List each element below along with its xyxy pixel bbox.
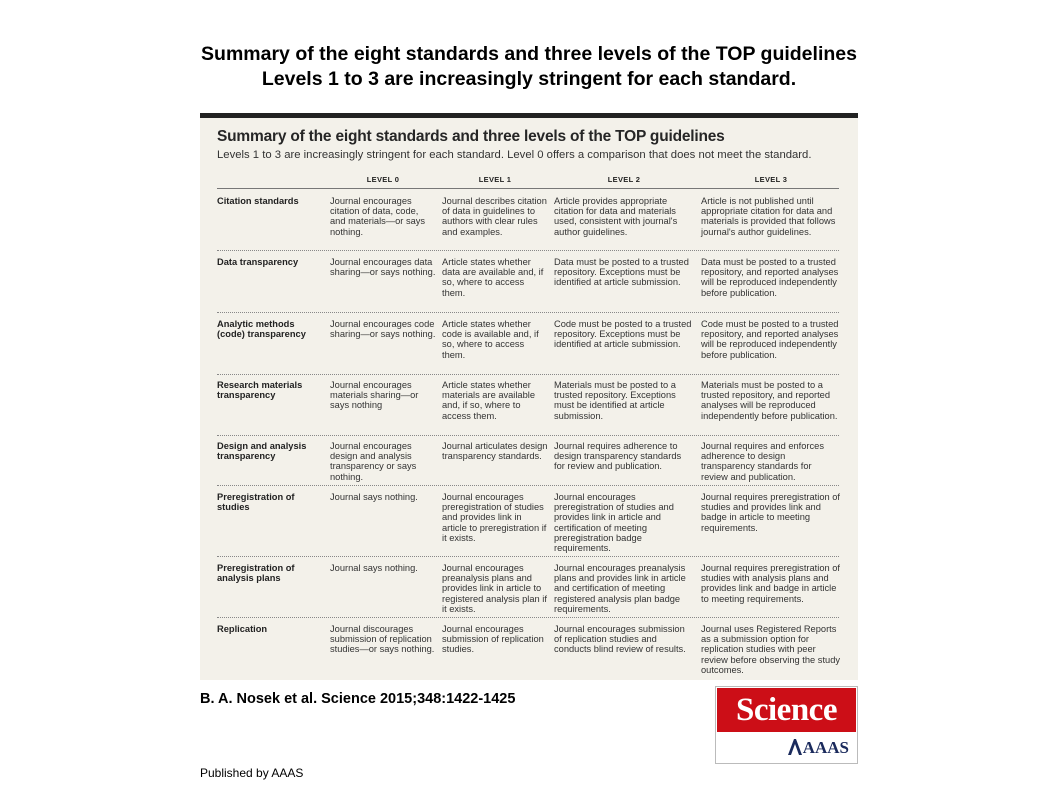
row-label: Design and analysis transparency [217,441,307,462]
cell-level-0: Journal discourages submission of replication studies—or says nothing. [330,624,435,655]
row-label: Analytic methods (code) transparency [217,319,306,340]
column-header-level-3: LEVEL 3 [754,175,788,184]
column-header-level-1: LEVEL 1 [478,175,512,184]
row-label: Replication [217,624,268,634]
column-header-level-0: LEVEL 0 [366,175,400,184]
cell-level-0: Journal encourages data sharing—or says nothing. [330,257,436,278]
figure-title: Summary of the eight standards and three levels of the TOP guidelines [217,128,725,145]
cell-level-3: Journal requires preregistration of studies and provides link and badge in article to meeting requirements. [701,492,841,533]
row-label: Citation standards [217,196,299,206]
cell-level-1: Article states whether code is available and, if so, where to access them. [442,319,539,360]
slide-title: Summary of the eight standards and three levels of the TOP guidelines Levels 1 to 3 are increasingly stringent for each standard. [201,43,857,90]
cell-level-3: Data must be posted to a trusted repository, and reported analyses will be reproduced independently before publication. [701,257,839,298]
cell-level-0: Journal encourages citation of data, code, and materials—or says nothing. [330,196,426,237]
cell-level-2: Article provides appropriate citation for data and materials used, consistent with journal's author guidelines. [554,196,678,237]
cell-level-0: Journal says nothing. [330,492,418,502]
row-label: Research materials transparency [217,380,303,401]
cell-level-3: Article is not published until appropriate citation for data and materials is provided that follows journal's author guidelines. [701,196,836,237]
cell-level-1: Journal encourages preregistration of studies and provides link in article to preregistration if it exists. [442,492,547,543]
row-label: Preregistration of analysis plans [217,563,295,584]
row-divider [217,250,839,251]
cell-level-1: Journal encourages preanalysis plans and provides link in article to registered analysis plan if it exists. [442,563,547,614]
cell-level-1: Article states whether data are available and, if so, where to access them. [442,257,544,298]
cell-level-2: Journal requires adherence to design transparency standards for review and publication. [554,441,682,472]
cell-level-2: Journal encourages preanalysis plans and provides link in article and certification of meeting registered analysis plan badge requirements. [554,563,686,614]
row-divider [217,556,839,557]
cell-level-3: Journal uses Registered Reports as a submission option for replication studies with peer review before observing the study outcomes. [701,624,841,675]
cell-level-2: Code must be posted to a trusted repository. Exceptions must be identified at article submission. [554,319,692,350]
cell-level-2: Journal encourages submission of replication studies and conducts blind review of results. [554,624,686,655]
row-divider [217,485,839,486]
aaas-text: AAAS [802,738,849,757]
row-divider [217,435,839,436]
cell-level-1: Journal describes citation of data in guidelines to authors with clear rules and examples. [442,196,547,237]
figure-subtitle: Levels 1 to 3 are increasingly stringent for each standard. Level 0 offers a comparison that does not meet the standard. [217,149,812,161]
cell-level-2: Materials must be posted to a trusted repository. Exceptions must be identified at article submission. [554,380,676,421]
row-label: Data transparency [217,257,299,267]
column-header-level-2: LEVEL 2 [607,175,641,184]
published-by: Published by AAAS [200,766,304,780]
cell-level-0: Journal encourages design and analysis transparency or says nothing. [330,441,417,482]
science-wordmark: Science [717,688,856,732]
row-label: Preregistration of studies [217,492,295,513]
cell-level-3: Journal requires preregistration of studies with analysis plans and provides link and badge in article to meeting requirements. [701,563,841,604]
cell-level-3: Journal requires and enforces adherence to design transparency standards for review and publication. [701,441,824,482]
cell-level-1: Article states whether materials are available and, if so, where to access them. [442,380,536,421]
citation: B. A. Nosek et al. Science 2015;348:1422-1425 [200,691,516,707]
cell-level-0: Journal encourages materials sharing—or says nothing [330,380,419,411]
cell-level-1: Journal articulates design transparency standards. [442,441,548,462]
science-logo [715,686,858,764]
cell-level-3: Materials must be posted to a trusted repository, and reported analyses will be reproduced independently before publication. [701,380,838,421]
header-rule [217,188,839,189]
cell-level-3: Code must be posted to a trusted repository, and reported analyses will be reproduced independently before publication. [701,319,839,360]
cell-level-0: Journal says nothing. [330,563,418,573]
row-divider [217,312,839,313]
aaas-mark-icon [788,739,802,755]
row-divider [217,374,839,375]
aaas-wordmark [788,738,849,758]
cell-level-2: Data must be posted to a trusted repository. Exceptions must be identified at article submission. [554,257,689,288]
top-guidelines-figure [200,118,858,680]
cell-level-1: Journal encourages submission of replication studies. [442,624,544,655]
cell-level-0: Journal encourages code sharing—or says nothing. [330,319,436,340]
cell-level-2: Journal encourages preregistration of studies and provides link in article and certification of meeting preregistration badge requirements. [554,492,674,554]
row-divider [217,617,839,618]
